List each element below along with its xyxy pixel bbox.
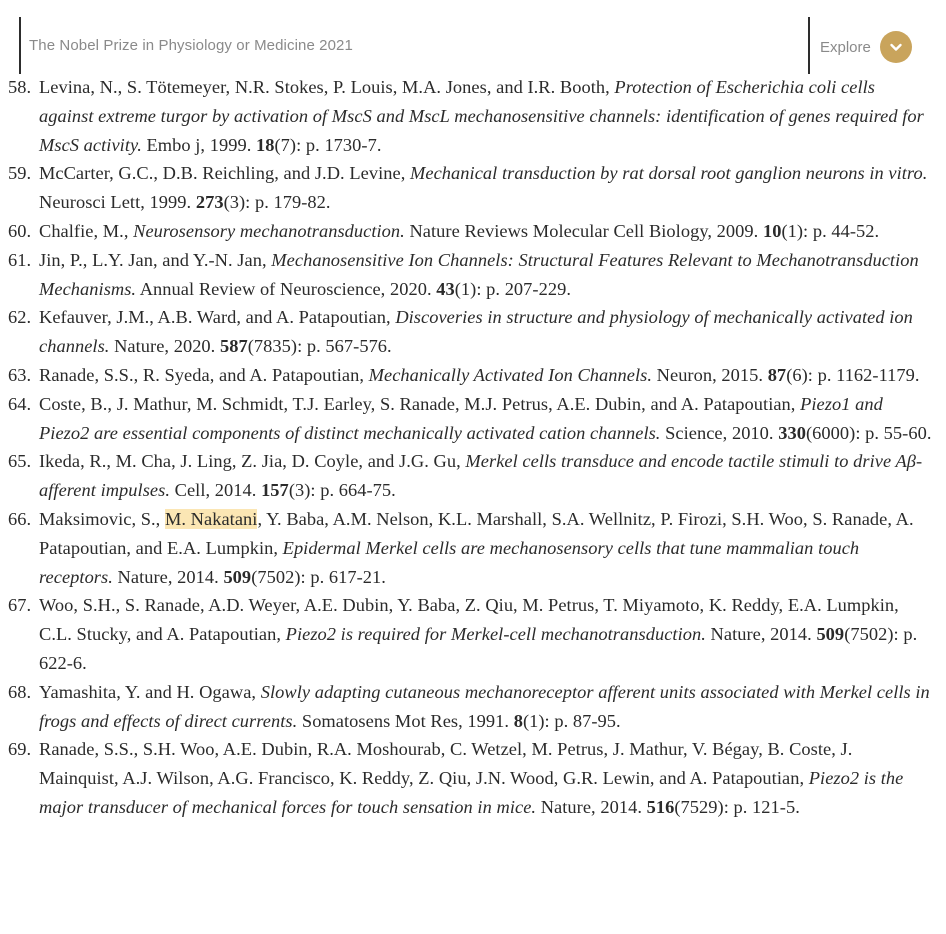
reference-number: 59. bbox=[8, 163, 32, 184]
reference-pages: (7502): p. 617-21. bbox=[251, 566, 386, 587]
reference-title: Piezo1 and Piezo2 are essential components of distinct mechanically activated cation channels. bbox=[39, 393, 883, 443]
reference-journal: Cell, 2014. bbox=[169, 480, 262, 501]
reference-volume: 87 bbox=[767, 364, 787, 385]
reference-item bbox=[0, 678, 946, 736]
reference-pages: (6): p. 1162-1179. bbox=[786, 364, 920, 385]
reference-number: 69. bbox=[8, 739, 32, 760]
reference-authors: Yamashita, Y. and H. Ogawa, bbox=[39, 681, 261, 702]
site-header bbox=[0, 0, 946, 74]
reference-pages: (1): p. 87-95. bbox=[522, 710, 621, 731]
reference-number: 68. bbox=[8, 681, 32, 702]
reference-authors: Ikeda, R., M. Cha, J. Ling, Z. Jia, D. Coyle, and J.G. Gu, bbox=[39, 451, 466, 472]
reference-number: 67. bbox=[8, 595, 32, 616]
reference-number: 60. bbox=[8, 220, 32, 241]
reference-journal: Neuron, 2015. bbox=[652, 364, 768, 385]
reference-pages: (7835): p. 567-576. bbox=[247, 336, 392, 357]
reference-volume: 330 bbox=[778, 422, 806, 443]
reference-volume: 8 bbox=[513, 710, 523, 731]
reference-title: Epidermal Merkel cells are mechanosensory cells that tune mammalian touch receptors. bbox=[39, 537, 860, 587]
page-title[interactable]: The Nobel Prize in Physiology or Medicine 2021 bbox=[29, 37, 353, 54]
reference-journal: Nature, 2014. bbox=[536, 796, 647, 817]
reference-volume: 516 bbox=[646, 796, 675, 817]
reference-pages: (1): p. 207-229. bbox=[454, 278, 571, 299]
reference-authors: Woo, S.H., S. Ranade, A.D. Weyer, A.E. Dubin, Y. Baba, Z. Qiu, M. Petrus, T. Miyamoto, K. Reddy, E.A. Lumpkin, C.L. Stucky, and A. Patapoutian, bbox=[39, 595, 899, 645]
reference-authors: Ranade, S.S., S.H. Woo, A.E. Dubin, R.A. Moshourab, C. Wetzel, M. Petrus, J. Mathur, V. Bégay, B. Coste, J. Mainquist, A.J. Wilson, A.G. Francisco, K. Reddy, Z. Qiu, J.N. Wood, G.R. Lewin, and A. Patapoutian, bbox=[39, 739, 853, 789]
reference-authors: McCarter, G.C., D.B. Reichling, and J.D. Levine, bbox=[39, 163, 410, 184]
reference-journal: Science, 2010. bbox=[660, 422, 779, 443]
reference-list bbox=[0, 73, 946, 822]
header-divider-left bbox=[19, 17, 21, 74]
reference-authors: , Y. Baba, A.M. Nelson, K.L. Marshall, S.A. Wellnitz, P. Firozi, S.H. Woo, S. Ranade, A. Patapoutian, and E.A. Lumpkin, bbox=[39, 508, 914, 558]
reference-journal: Neurosci Lett, 1999. bbox=[39, 192, 196, 213]
reference-authors: Levina, N., S. Tötemeyer, N.R. Stokes, P. Louis, M.A. Jones, and I.R. Booth, bbox=[39, 77, 615, 97]
reference-volume: 18 bbox=[256, 134, 275, 155]
reference-journal: Nature, 2014. bbox=[705, 624, 817, 645]
reference-item bbox=[0, 390, 946, 448]
reference-authors: Jin, P., L.Y. Jan, and Y.-N. Jan, bbox=[39, 249, 272, 270]
reference-item bbox=[0, 361, 946, 390]
reference-authors: Coste, B., J. Mathur, M. Schmidt, T.J. Earley, S. Ranade, M.J. Petrus, A.E. Dubin, and A. Patapoutian, bbox=[39, 393, 801, 414]
reference-volume: 509 bbox=[223, 566, 252, 587]
highlighted-author: M. Nakatani bbox=[164, 508, 258, 529]
explore-button[interactable] bbox=[820, 31, 912, 63]
reference-item bbox=[0, 303, 946, 361]
header-divider-right bbox=[808, 17, 810, 74]
reference-number: 61. bbox=[8, 249, 32, 270]
reference-pages: (6000): p. 55-60. bbox=[805, 422, 932, 443]
reference-volume: 273 bbox=[195, 192, 224, 213]
reference-journal: Nature, 2014. bbox=[112, 566, 224, 587]
reference-volume: 43 bbox=[436, 278, 455, 299]
reference-item bbox=[0, 447, 946, 505]
reference-item bbox=[0, 73, 946, 159]
reference-journal: Embo j, 1999. bbox=[141, 134, 256, 155]
reference-pages: (7): p. 1730-7. bbox=[274, 134, 382, 155]
reference-title: Piezo2 is required for Merkel-cell mechanotransduction. bbox=[285, 624, 706, 645]
reference-title: Protection of Escherichia coli cells against extreme turgor by activation of MscS and MscL mechanosensitive channels: identification of genes required for MscS activity. bbox=[39, 77, 924, 155]
reference-title: Neurosensory mechanotransduction. bbox=[133, 220, 405, 241]
reference-volume: 509 bbox=[816, 624, 845, 645]
reference-number: 66. bbox=[8, 508, 32, 529]
reference-number: 63. bbox=[8, 364, 32, 385]
reference-number: 58. bbox=[8, 77, 32, 97]
reference-number: 65. bbox=[8, 451, 32, 472]
reference-pages: (3): p. 664-75. bbox=[288, 480, 396, 501]
reference-title: Merkel cells transduce and encode tactile stimuli to drive Aβ-afferent impulses. bbox=[39, 451, 923, 501]
reference-number: 64. bbox=[8, 393, 32, 414]
reference-journal: Annual Review of Neuroscience, 2020. bbox=[136, 278, 437, 299]
reference-title: Slowly adapting cutaneous mechanoreceptor afferent units associated with Merkel cells in frogs and effects of direct currents. bbox=[39, 681, 930, 731]
reference-volume: 157 bbox=[261, 480, 289, 501]
reference-item bbox=[0, 505, 946, 591]
reference-item bbox=[0, 591, 946, 677]
chevron-down-icon[interactable] bbox=[880, 31, 912, 63]
reference-volume: 10 bbox=[762, 220, 782, 241]
explore-label: Explore bbox=[820, 38, 871, 56]
reference-title: Mechanically Activated Ion Channels. bbox=[368, 364, 652, 385]
reference-title: Discoveries in structure and physiology of mechanically activated ion channels. bbox=[39, 307, 913, 357]
reference-item bbox=[0, 217, 946, 246]
reference-journal: Nature Reviews Molecular Cell Biology, 2009. bbox=[404, 220, 763, 241]
reference-pages: (3): p. 179-82. bbox=[223, 192, 331, 213]
reference-authors: Kefauver, J.M., A.B. Ward, and A. Patapoutian, bbox=[39, 307, 396, 328]
reference-authors-lead: Maksimovic, S., bbox=[39, 508, 165, 529]
reference-pages: (7529): p. 121-5. bbox=[674, 796, 800, 817]
reference-pages: (7502): p. 622-6. bbox=[39, 624, 918, 673]
reference-title: Mechanosensitive Ion Channels: Structural Features Relevant to Mechanotransduction Mechanisms. bbox=[39, 249, 919, 299]
reference-pages: (1): p. 44-52. bbox=[781, 220, 880, 241]
reference-journal: Somatosens Mot Res, 1991. bbox=[297, 710, 514, 731]
reference-journal: Nature, 2020. bbox=[109, 336, 220, 357]
reference-volume: 587 bbox=[219, 336, 248, 357]
reference-title: Piezo2 is the major transducer of mechanical forces for touch sensation in mice. bbox=[39, 768, 904, 817]
reference-item bbox=[0, 735, 946, 821]
reference-authors: Chalfie, M., bbox=[39, 220, 134, 241]
reference-authors: Ranade, S.S., R. Syeda, and A. Patapoutian, bbox=[39, 364, 369, 385]
reference-title: Mechanical transduction by rat dorsal root ganglion neurons in vitro. bbox=[410, 163, 928, 184]
reference-number: 62. bbox=[8, 307, 32, 328]
reference-item bbox=[0, 246, 946, 304]
reference-item bbox=[0, 159, 946, 217]
